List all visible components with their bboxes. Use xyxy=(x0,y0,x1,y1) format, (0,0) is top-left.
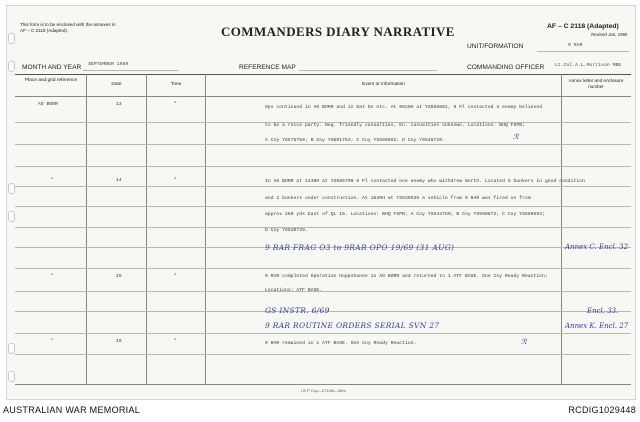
ruled-line xyxy=(15,333,631,334)
form-note: This form is to be enclosed with the annexes in AF – C 2119 (Adapted). xyxy=(20,22,116,33)
column-header-place: Place and grid reference xyxy=(24,78,78,83)
ruled-line xyxy=(15,291,631,292)
month-year-value: SEPTEMBER 1969 xyxy=(88,62,129,67)
footer-record-id: RCDIG1029448 xyxy=(568,405,636,415)
entry-place: AO BORR xyxy=(38,102,58,107)
form-number: AF – C 2118 (Adapted) xyxy=(547,23,619,30)
unit-value: 9 RAR xyxy=(568,43,583,48)
entry-time: ″ xyxy=(174,274,177,279)
entry-line: D Coy YS530739. xyxy=(265,228,308,233)
printer-note: I B P Coy—271/65—55m xyxy=(301,388,346,393)
ruled-line xyxy=(15,166,631,167)
commanding-officer-label: COMMANDING OFFICER xyxy=(467,64,545,71)
handwritten-annex: Encl. 33. xyxy=(587,307,619,315)
punch-hole xyxy=(8,183,15,194)
entry-line: and 2 bunkers under construction. At 1830H at YS539535 a vehicle from 9 RAR was fired on from xyxy=(265,196,531,201)
entry-date: 14 xyxy=(116,178,122,183)
unit-underline xyxy=(537,51,629,52)
column-divider xyxy=(561,74,562,384)
initials-mark: ℛ xyxy=(521,338,527,346)
ruled-line xyxy=(15,186,631,187)
entry-line: 9 RAR completed Operation Hoppshanes in AO BORR and returned to 1 ATF BASE. One Coy Ready Reaction; xyxy=(265,274,548,279)
entry-line: Locations: ATF BASE. xyxy=(265,288,323,293)
entry-time: ″ xyxy=(174,178,177,183)
reference-map-label: REFERENCE MAP xyxy=(239,64,296,71)
entry-line: In AO BORR at 1430H at YS586700 8 Pl contacted one enemy who withdrew North. Located 5 bunkers in good condition xyxy=(265,179,585,184)
entry-date: 15 xyxy=(116,274,122,279)
diary-sheet xyxy=(6,5,636,400)
footer-archive-name: AUSTRALIAN WAR MEMORIAL xyxy=(3,405,141,415)
header-bottom-rule xyxy=(15,96,631,97)
entry-time: ″ xyxy=(174,339,177,344)
entry-line: A Coy YS575750; B Coy YS601763; C Coy YS580692; D Coy YS546720. xyxy=(265,138,445,143)
column-header-event: Event or information xyxy=(362,82,405,87)
punch-hole xyxy=(8,371,15,382)
entry-date: 13 xyxy=(116,102,122,107)
entry-place: ″ xyxy=(51,339,54,344)
punch-hole xyxy=(8,33,15,44)
commanding-officer-value: Lt.Col.A.L.Morrison MBE xyxy=(555,63,622,68)
ruled-line xyxy=(15,144,631,145)
column-divider xyxy=(205,74,206,384)
punch-hole xyxy=(8,343,15,354)
entry-line: approx 250 yds East of QL 15. Locations: BHQ FSPB; A Coy YS544780; B Coy YS590672; C Coy YS569694; xyxy=(265,212,545,217)
entry-date: 16 xyxy=(116,339,122,344)
handwritten-reference: 9 RAR FRAG O3 to 9RAR OPO 19/69 (31 AUG) xyxy=(265,243,455,252)
entry-place: ″ xyxy=(51,274,54,279)
page-title: COMMANDERS DIARY NARRATIVE xyxy=(221,24,455,39)
punch-hole xyxy=(8,61,15,72)
punch-hole xyxy=(8,211,15,222)
entry-line: to be a recce party. Neg. friendly casualties, En. casualties unknown. Locations: BHQ FSPB; xyxy=(265,123,525,128)
ruled-line xyxy=(15,354,631,355)
ruled-line xyxy=(15,227,631,228)
entry-time: ″ xyxy=(174,102,177,107)
month-year-underline xyxy=(83,70,179,71)
ruled-line xyxy=(15,206,631,207)
entry-place: ″ xyxy=(51,178,54,183)
revised-date: Revised Jan, 1965 xyxy=(591,32,628,37)
entry-line: Ops continued in AO BORR and in Dat Do etc. At 0820H at YS568601, 9 Pl contacted 3 enemy believed xyxy=(265,105,543,110)
table-top-rule xyxy=(15,74,631,75)
column-divider xyxy=(146,74,147,384)
ruled-line xyxy=(15,268,631,269)
handwritten-annex: Annex K. Encl. 27 xyxy=(565,322,629,330)
entry-line: 9 RAR remained in 1 ATF BASE. One Coy Ready Reaction. xyxy=(265,341,417,346)
reference-map-underline xyxy=(299,70,437,71)
column-header-date: Date xyxy=(111,82,122,87)
handwritten-reference: 9 RAR ROUTINE ORDERS SERIAL SVN 27 xyxy=(265,321,440,330)
handwritten-reference: GS INSTR. 6/69 xyxy=(265,306,330,315)
unit-label: UNIT/FORMATION xyxy=(467,43,524,50)
initials-mark: ℛ xyxy=(513,133,519,141)
month-year-label: MONTH AND YEAR xyxy=(22,64,82,71)
column-header-time: Time xyxy=(170,82,182,87)
handwritten-annex: Annex C. Encl. 32 xyxy=(565,243,629,251)
table-bottom-rule xyxy=(15,384,631,385)
column-header-annex: Annex letter and enclosure number xyxy=(568,78,624,89)
column-divider xyxy=(86,74,87,384)
